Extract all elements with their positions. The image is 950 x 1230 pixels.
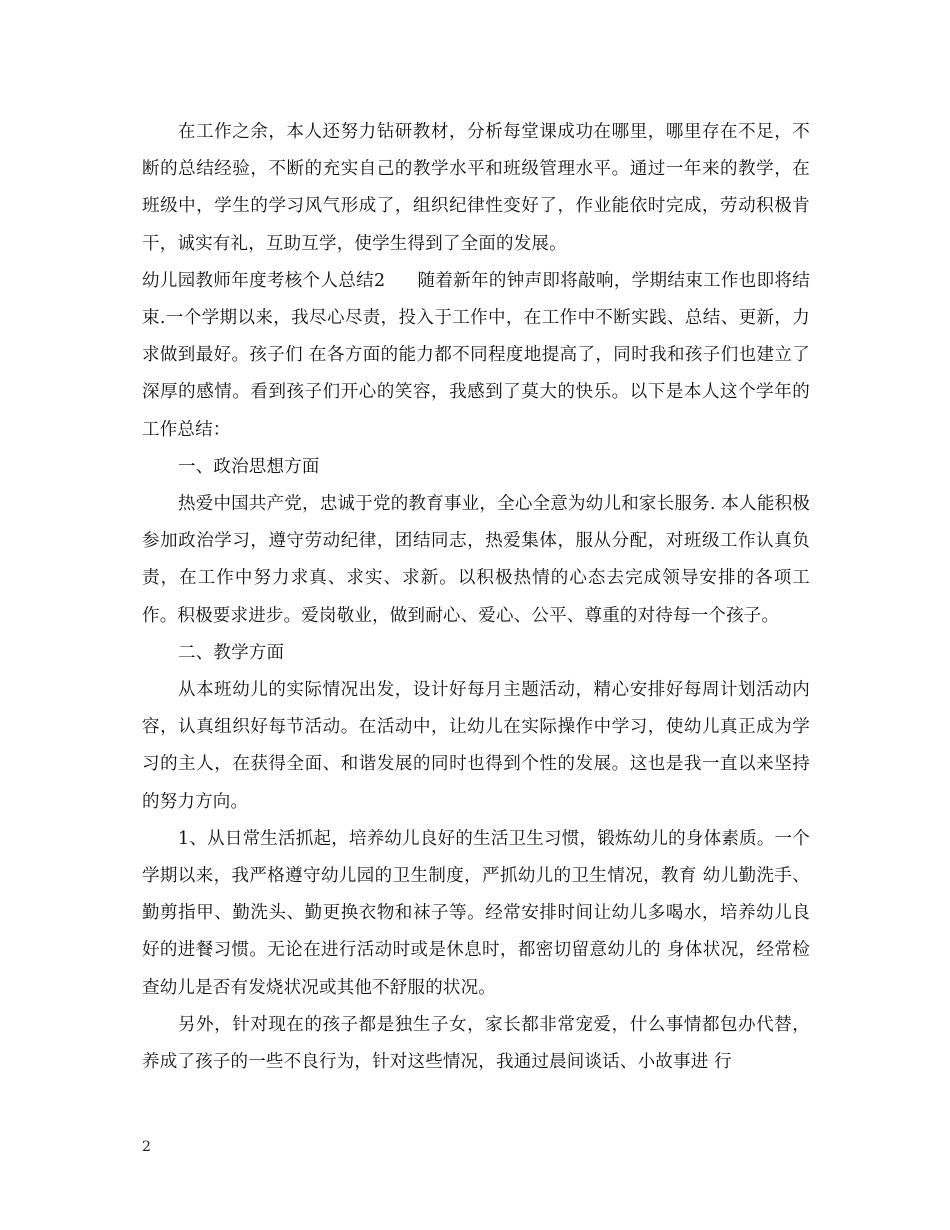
section-title: 幼儿园教师年度考核个人总结2: [142, 270, 386, 291]
paragraph-daily-life-habits: 1、从日常生活抓起，培养幼儿良好的生活卫生习惯，锻炼幼儿的身体素质。一个学期以来，我严格遵守幼儿园的卫生制度，严抓幼儿的卫生情况，教育 幼儿勤洗手、勤剪指甲、勤洗头、勤更换衣物和袜子等。经常安排时间让幼儿多喝水，培养幼儿良好的进餐习惯。无论在进行活动时或是休息时，都密切留意幼儿的 身体状况，经常检查幼儿是否有发烧状况或其他不舒服的状况。: [142, 828, 810, 998]
document-body: [142, 114, 810, 1081]
page-number: 2: [142, 1139, 151, 1155]
paragraph-only-child-behavior: 另外，针对现在的孩子都是独生子女，家长都非常宠爱，什么事情都包办代替，养成了孩子的一些不良行为，针对这些情况，我通过晨间谈话、小故事进 行: [142, 1014, 810, 1073]
paragraph-teaching: 从本班幼儿的实际情况出发，设计好每月主题活动，精心安排好每周计划活动内容，认真组织好每节活动。在活动中，让幼儿在实际操作中学习，使幼儿真正成为学习的主人，在获得全面、和谐发展的同时也得到个性的发展。这也是我一直以来坚持的努力方向。: [142, 680, 810, 812]
section-intro-paragraph: [142, 263, 810, 449]
heading-political-thought: 一、政治思想方面: [178, 456, 320, 477]
paragraph-political-thought: 热爱中国共产党，忠诚于党的教育事业，全心全意为幼儿和家长服务. 本人能积极参加政治学习，遵守劳动纪律，团结同志，热爱集体，服从分配，对班级工作认真负责，在工作中努力求真、求实、求新。以积极热情的心态去完成领导安排的各项工作。积极要求进步。爱岗敬业，做到耐心、爱心、公平、尊重的对待每一个孩子。: [142, 494, 810, 626]
paragraph-work-reflection: 在工作之余，本人还努力钻研教材，分析每堂课成功在哪里，哪里存在不足，不断的总结经验，不断的充实自己的教学水平和班级管理水平。通过一年来的教学，在班级中，学生的学习风气形成了，组织纪律性变好了，作业能依时完成，劳动积极肯干，诚实有礼，互助互学，使学生得到了全面的发展。: [142, 122, 810, 254]
section-intro-text: 随着新年的钟声即将敲响，学期结束工作也即将结束.一个学期以来，我尽心尽责，投入于工作中，在工作中不断实践、总结、更新，力求做到最好。孩子们 在各方面的能力都不同程度地提高了，同时我和孩子们也建立了深厚的感情。看到孩子们开心的笑容，我感到了莫大的快乐。以下是本人这个学年的工作总结：: [142, 270, 810, 440]
heading-teaching: 二、教学方面: [178, 642, 285, 663]
